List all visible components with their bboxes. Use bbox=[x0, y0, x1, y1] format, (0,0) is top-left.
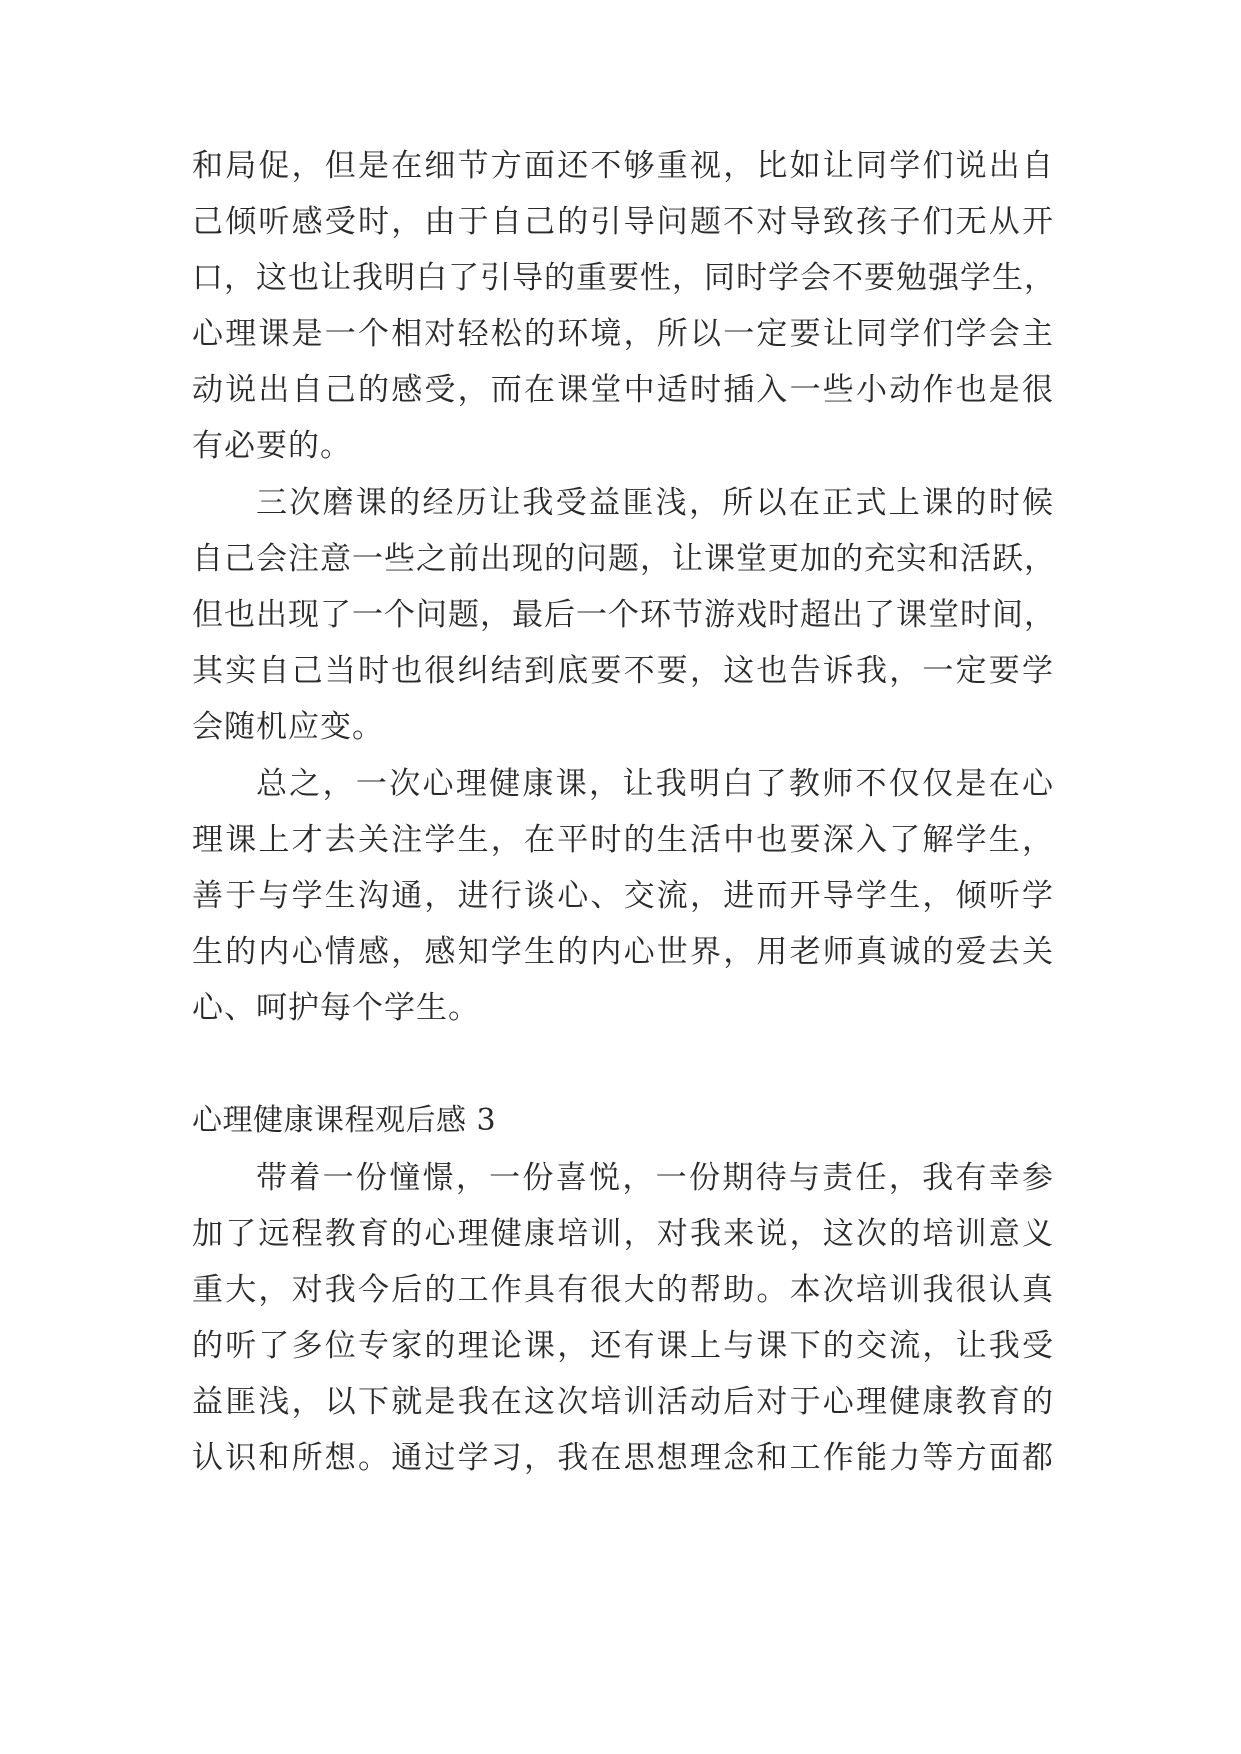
paragraph-line: 总之，一次心理健康课，让我明白了教师不仅仅是在心 bbox=[256, 766, 1054, 802]
paragraph-line: 动说出自己的感受，而在课堂中适时插入一些小动作也是很 bbox=[192, 372, 1054, 408]
paragraph-line: 带着一份憧憬，一份喜悦，一份期待与责任，我有幸参 bbox=[256, 1160, 1054, 1196]
paragraph-line: 益匪浅，以下就是我在这次培训活动后对于心理健康教育的 bbox=[192, 1384, 1054, 1420]
paragraph-line: 会随机应变。 bbox=[192, 709, 384, 745]
paragraph-line: 其实自己当时也很纠结到底要不要，这也告诉我，一定要学 bbox=[192, 653, 1054, 689]
paragraph-line: 生的内心情感，感知学生的内心世界，用老师真诚的爱去关 bbox=[192, 934, 1054, 970]
paragraph-line: 三次磨课的经历让我受益匪浅，所以在正式上课的时候 bbox=[256, 485, 1054, 521]
paragraph-line: 己倾听感受时，由于自己的引导问题不对导致孩子们无从开 bbox=[192, 204, 1054, 240]
paragraph-line: 但也出现了一个问题，最后一个环节游戏时超出了课堂时间， bbox=[192, 597, 1056, 633]
paragraph-line: 重大，对我今后的工作具有很大的帮助。本次培训我很认真 bbox=[192, 1272, 1054, 1308]
paragraph-line: 口，这也让我明白了引导的重要性，同时学会不要勉强学生， bbox=[192, 260, 1056, 296]
section-heading: 心理健康课程观后感 3 bbox=[192, 1103, 497, 1138]
paragraph-line: 心、呵护每个学生。 bbox=[192, 990, 480, 1026]
paragraph-line: 理课上才去关注学生，在平时的生活中也要深入了解学生， bbox=[192, 822, 1054, 858]
paragraph-line: 的听了多位专家的理论课，还有课上与课下的交流，让我受 bbox=[192, 1328, 1054, 1364]
paragraph-line: 认识和所想。通过学习，我在思想理念和工作能力等方面都 bbox=[192, 1440, 1054, 1476]
paragraph-line: 加了远程教育的心理健康培训，对我来说，这次的培训意义 bbox=[192, 1216, 1054, 1252]
paragraph-line: 和局促，但是在细节方面还不够重视，比如让同学们说出自 bbox=[192, 148, 1054, 184]
paragraph-line: 自己会注意一些之前出现的问题，让课堂更加的充实和活跃， bbox=[192, 541, 1056, 577]
paragraph-line: 心理课是一个相对轻松的环境，所以一定要让同学们学会主 bbox=[192, 316, 1054, 352]
paragraph-line: 有必要的。 bbox=[192, 428, 352, 464]
paragraph-line: 善于与学生沟通，进行谈心、交流，进而开导学生，倾听学 bbox=[192, 878, 1054, 914]
